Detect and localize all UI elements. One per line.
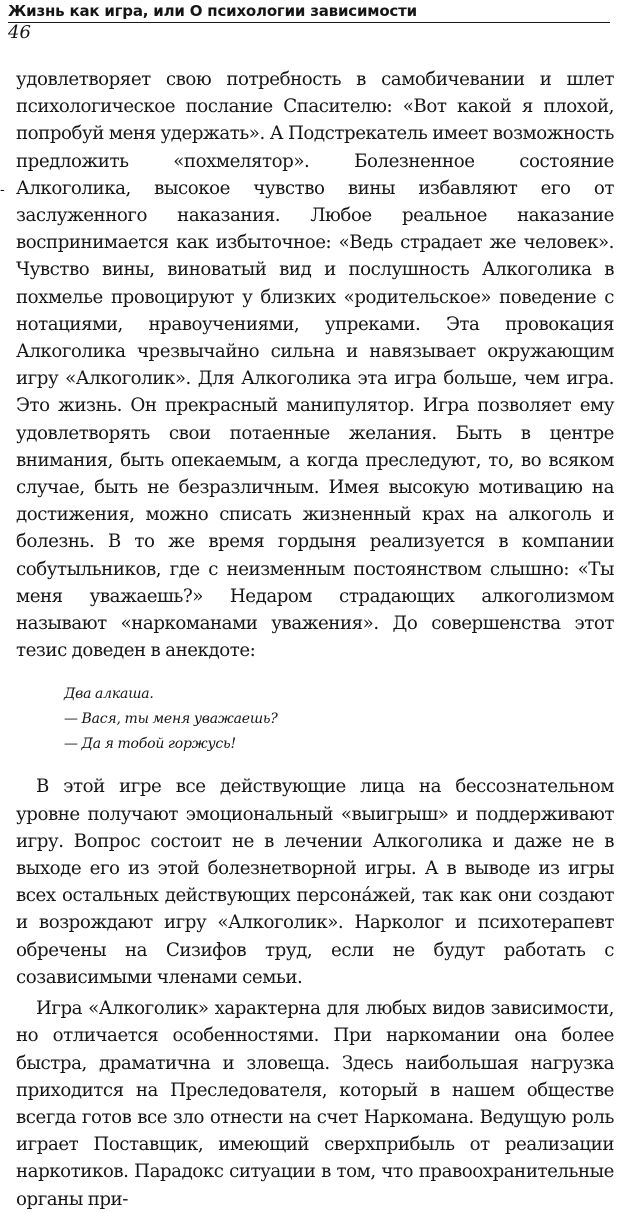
- joke-line-3: — Да я тобой горжусь!: [64, 736, 236, 753]
- joke-block: [64, 682, 614, 757]
- paragraph-3: Игра «Алкоголик» характерна для любых видов зависимости, но отличается особенностями. При наркомании она более быстра, драматична и зловеща. Здесь наибольшая нагрузка приходится на Преследователя, который в нашем обществе всегда готов все зло отнести на счет Наркомана. Ведущую роль играет Поставщик, имеющий сверхприбыль от реализации наркотиков. Парадокс ситуации в том, что правоохранительные органы при-: [16, 998, 614, 1210]
- running-title: Жизнь как игра, или О психологии зависимости: [8, 2, 417, 20]
- header-rule: [8, 22, 610, 23]
- paragraph-1: удовлетворяет свою потребность в самобичевании и шлет психологическое послание Спасителю: «Вот какой я плохой, попробуй меня удержать». А Подстрекатель имеет возможность предложить «похмелятор». Болезненное состояние Алкоголика, высокое чувство вины избавляют его от заслуженного наказания. Любое реальное наказание воспринимается как избыточное: «Ведь страдает же человек». Чувство вины, виноватый вид и послушность Алкоголика в похмелье провоцируют у близких «родительское» поведение с нотациями, нравоучениями, упреками. Эта провокация Алкоголика чрезвычайно сильна и навязывает окружающим игру «Алкоголик». Для Алкоголика эта игра больше, чем игра. Это жизнь. Он прекрасный манипулятор. Игра позволяет ему удовлетворять свои потаенные желания. Быть в центре внимания, быть опекаемым, а когда преследуют, то, во всяком случае, быть не безразличным. Имея высокую мотивацию на достижения, можно списать жизненный крах на алкоголь и болезнь. В то же время гордыня реализуется в компании собутыльников, где с неизменным постоянством слышно: «Ты меня уважаешь?» Недаром страдающих алкоголизмом называют «наркоманами уважения». До совершенства этот тезис доведен в анекдоте:: [16, 69, 614, 662]
- joke-line-1: Два алкаша.: [64, 686, 154, 703]
- paragraph-2: В этой игре все действующие лица на бессознательном уровне получают эмоциональный «выигрыш» и поддерживают игру. Вопрос состоит не в лечении Алкоголика и даже не в выходе его из этой болезнетворной игры. А в выводе из игры всех остальных действующих персонáжей, так как они создают и возрождают игру «Алкоголик». Нарколог и психотерапевт обречены на Сизифов труд, если не будут работать с созависимыми членами семьи.: [16, 776, 614, 988]
- margin-mark: -: [0, 182, 5, 198]
- joke-line-2: — Вася, ты меня уважаешь?: [64, 711, 278, 728]
- page-number: 46: [8, 22, 31, 43]
- body-text: [16, 66, 614, 1213]
